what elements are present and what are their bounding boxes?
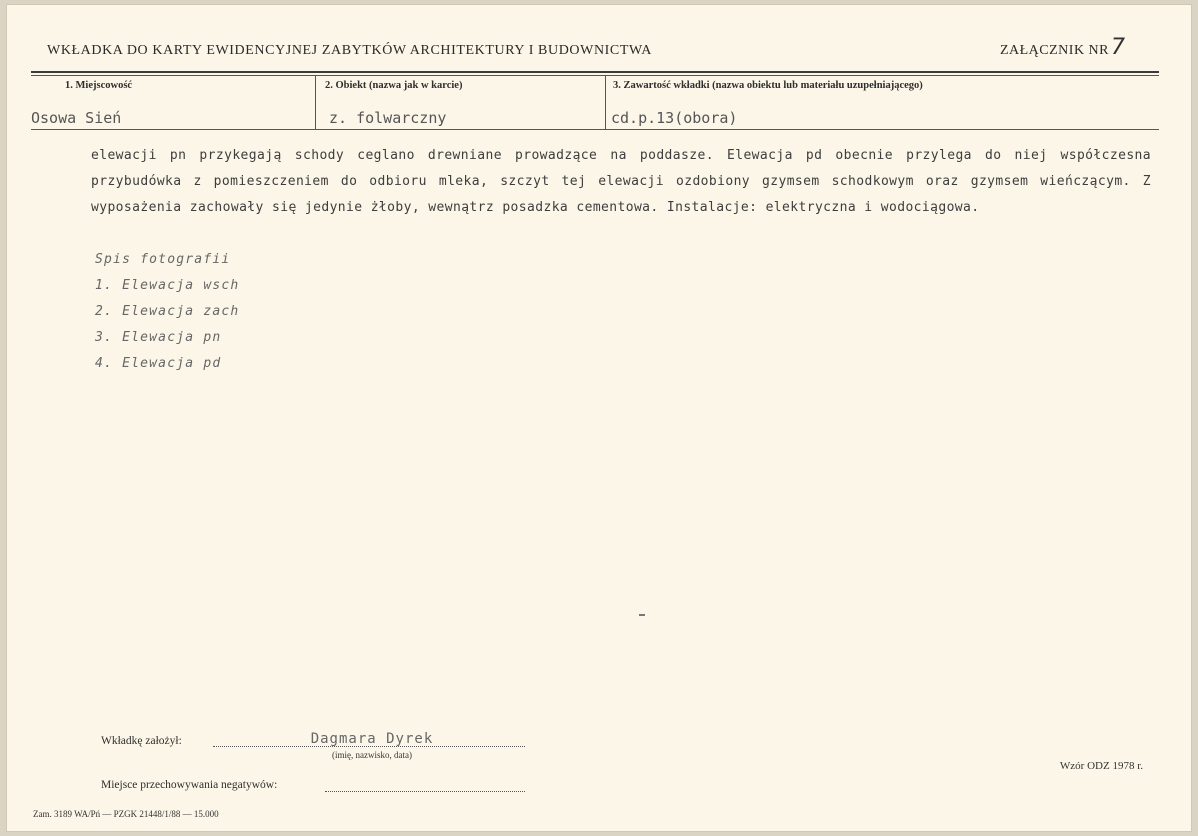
form-title: WKŁADKA DO KARTY EWIDENCYJNEJ ZABYTKÓW ARCHITEKTURY I BUDOWNICTWA (47, 43, 652, 58)
header-rule (31, 71, 1159, 73)
annex-number: 7 (1111, 35, 1125, 60)
print-code: Zam. 3189 WA/Pń — PZGK 21448/1/88 — 15.000 (33, 809, 219, 819)
photo-list-title: Spis fotografii (95, 252, 231, 267)
field-value-object: z. folwarczny (329, 109, 447, 127)
field-label-locality: 1. Miejscowość (65, 80, 133, 91)
photo-item: 2. Elewacja zach (95, 304, 240, 319)
field-value-locality: Osowa Sień (31, 109, 122, 127)
photo-list (95, 247, 239, 377)
photo-item: 4. Elewacja pd (95, 356, 222, 371)
field-divider-2 (605, 75, 606, 129)
field-divider-1 (315, 75, 316, 129)
form-sheet (6, 4, 1192, 832)
negatives-line (325, 791, 525, 792)
photo-item: 3. Elewacja pn (95, 330, 222, 345)
field-label-object: 2. Obiekt (nazwa jak w karcie) (325, 80, 463, 91)
created-by-value: Dagmara Dyrek (310, 731, 434, 747)
fields-bottom-rule (31, 129, 1159, 130)
description-paragraph: elewacji pn przykegają schody ceglano drewniane prowadzące na poddasze. Elewacja pd obecnie przylega do niej współczesna przybudówka z pomieszczeniem do odbioru mleka, szczyt tej elewacji ozdobiony gzymsem schodkowym oraz gzymsem wieńczącym. Z wyposażenia zachowały się jedynie żłoby, wewnątrz posadzka cementowa. Instalacje: elektryczna i wodociągowa. (91, 148, 1151, 215)
field-value-contents: cd.p.13(obora) (611, 109, 738, 127)
created-by-label: Wkładkę założył: (101, 735, 182, 747)
stray-mark (639, 614, 645, 616)
header-rule-inner (31, 75, 1159, 76)
negatives-label: Miejsce przechowywania negatywów: (101, 779, 278, 791)
photo-item: 1. Elewacja wsch (95, 278, 240, 293)
form-reference: Wzór ODZ 1978 r. (1059, 760, 1143, 772)
created-by-hint: (imię, nazwisko, data) (332, 750, 412, 760)
annex-label: ZAŁĄCZNIK NR (999, 43, 1109, 58)
field-label-contents: 3. Zawartość wkładki (nazwa obiektu lub materiału uzupełniającego) (613, 80, 923, 91)
